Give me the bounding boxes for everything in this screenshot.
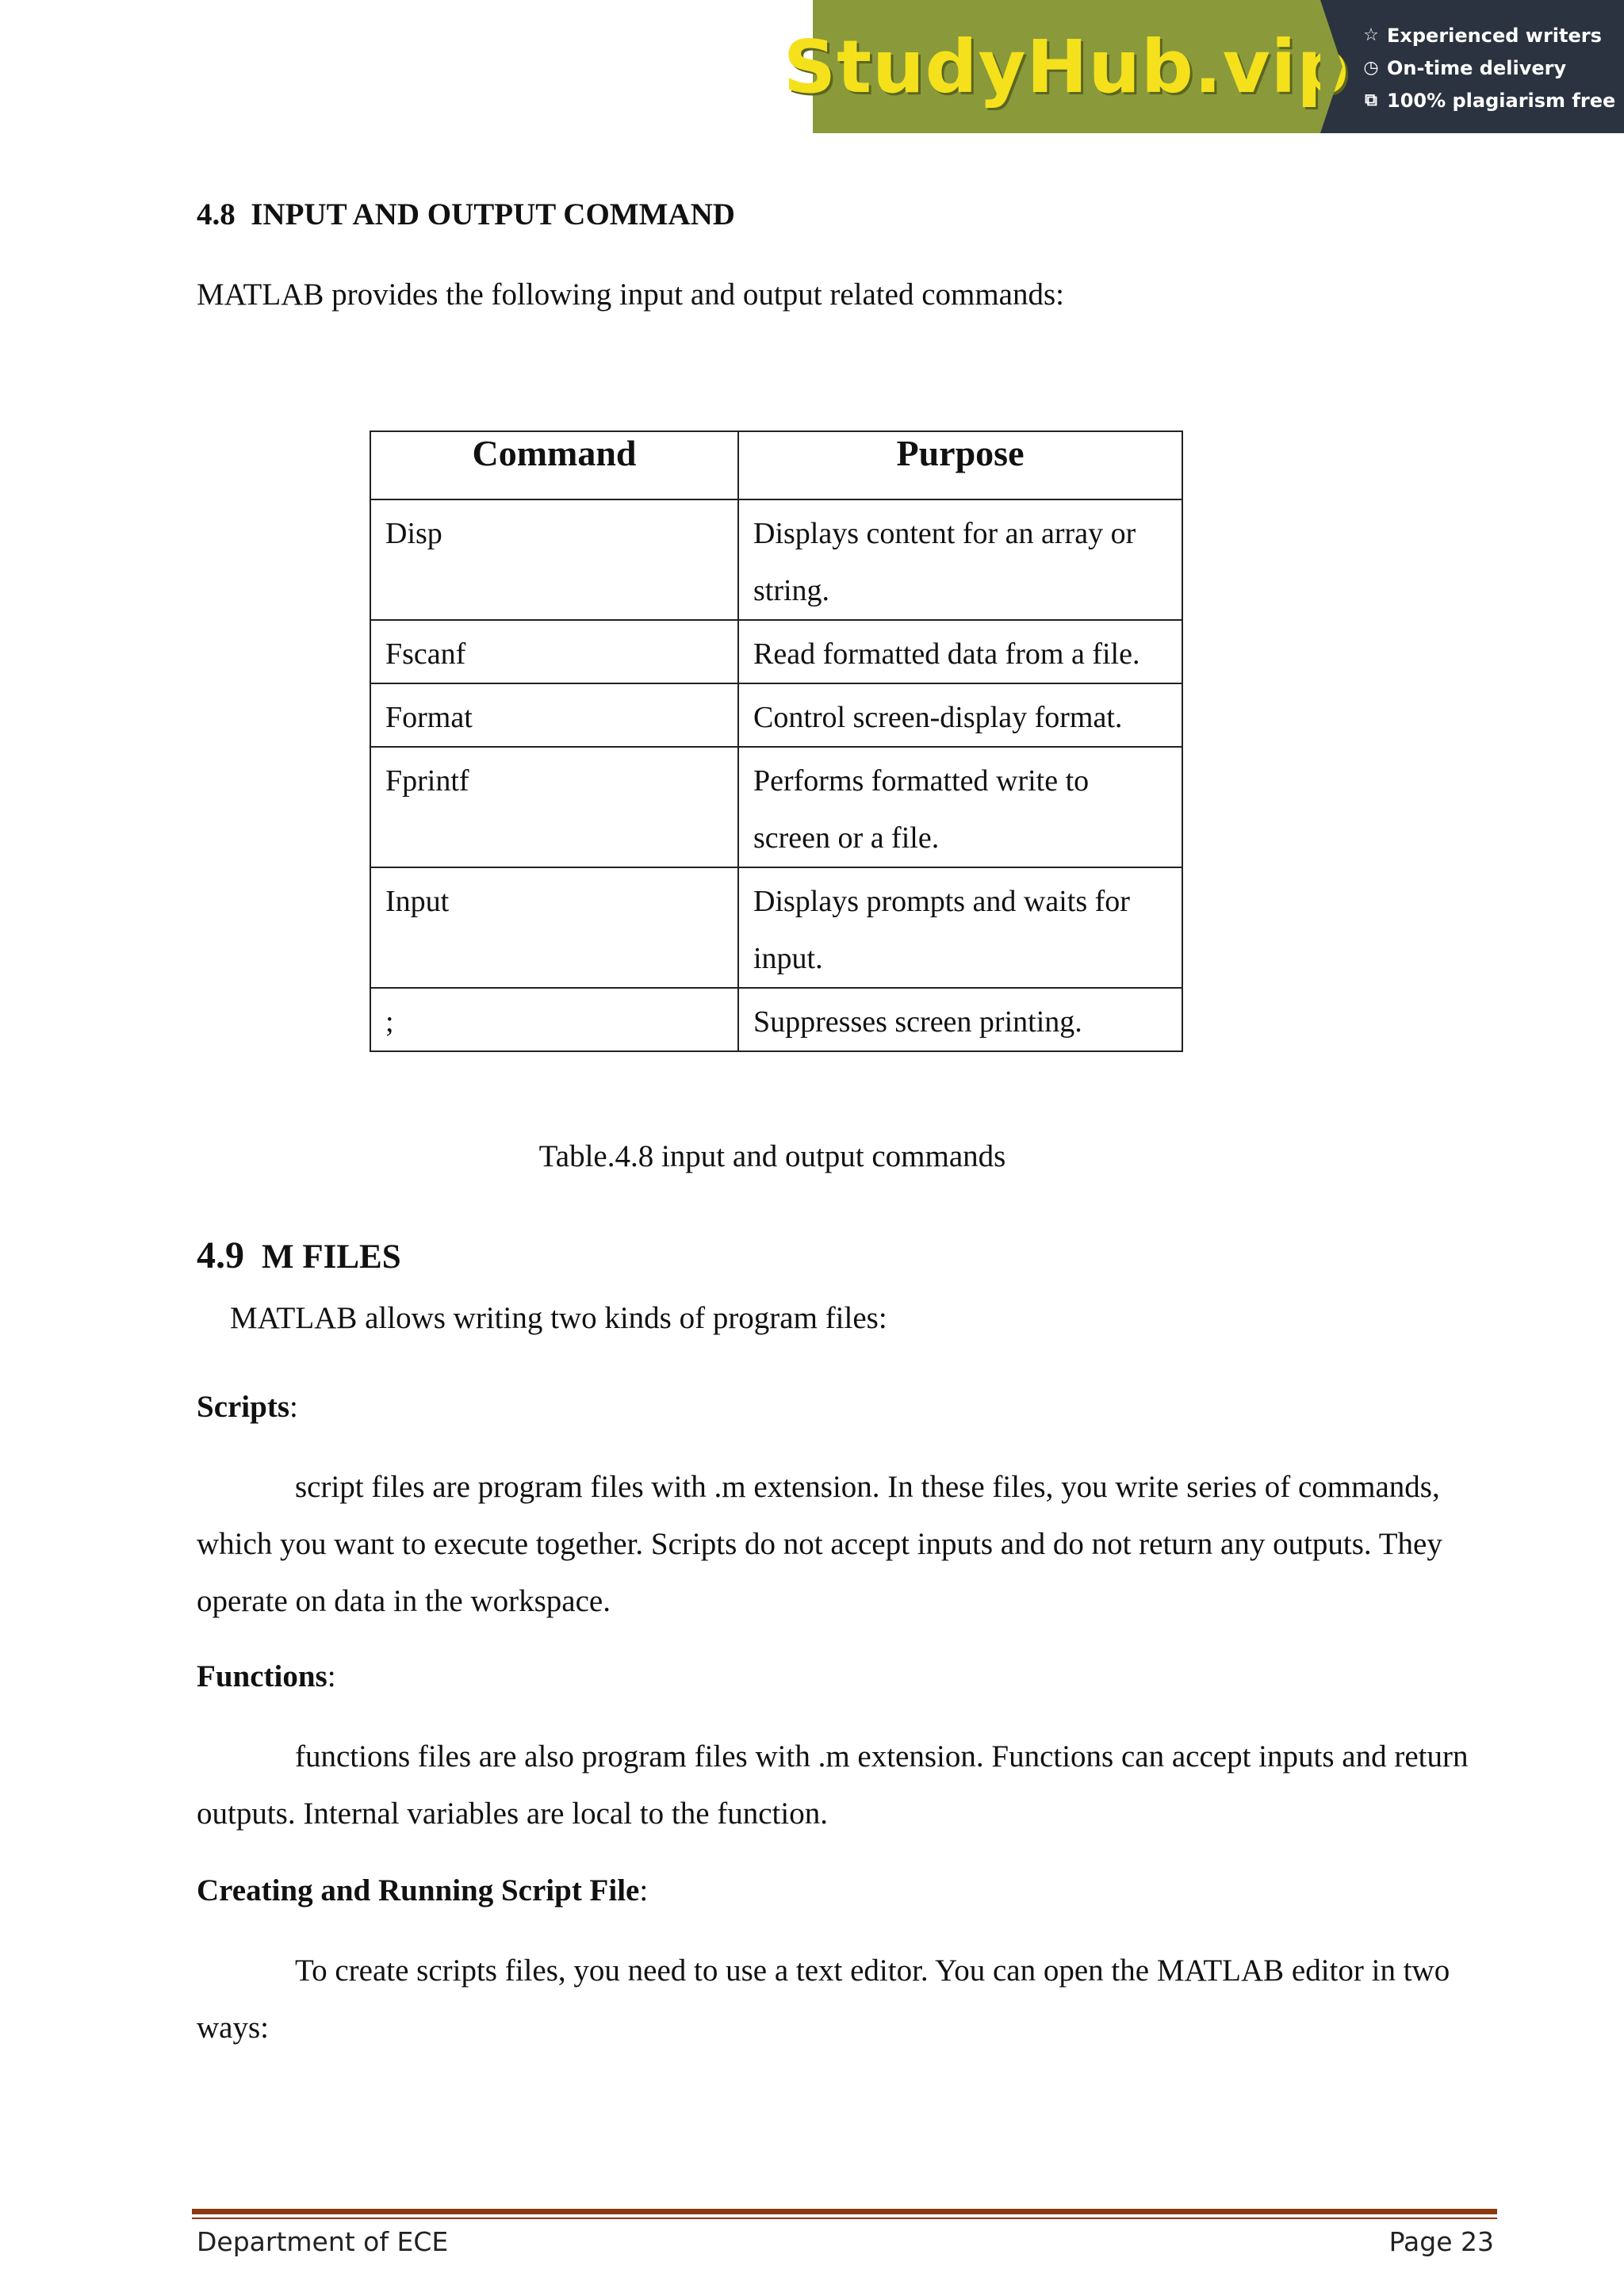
feature-item [1362,84,1624,117]
brand-logo: StudyHub.vip [783,24,1350,109]
star-icon: ☆ [1363,25,1379,45]
scripts-label-text: Scripts [197,1390,289,1424]
feature-text: Experienced writers [1387,24,1602,47]
command-cell: Fprintf [370,747,738,867]
command-cell: Format [370,683,738,747]
banner-arrow [1320,0,1342,133]
footer-page-number: Page 23 [1388,2226,1494,2257]
clock-icon: ◷ [1363,58,1379,78]
footer-rule-thin [192,2218,1497,2219]
copy-icon: ⧉ [1365,90,1377,110]
column-header-command: Command [370,431,738,499]
footer-department: Department of ECE [197,2226,449,2257]
table-row [370,747,1182,867]
section-title: M FILES [262,1238,401,1276]
functions-paragraph [197,1728,1497,1843]
purpose-cell: Control screen-display format. [738,683,1182,747]
column-header-purpose: Purpose [738,431,1182,499]
table-row [370,620,1182,683]
section-heading-4-8: 4.8 INPUT AND OUTPUT COMMAND [197,197,735,232]
purpose-cell: Read formatted data from a file. [738,620,1182,683]
functions-label: Functions: [197,1659,336,1693]
purpose-cell: Performs formatted write to screen or a file. [738,747,1182,867]
command-cell: Disp [370,499,738,620]
feature-text: 100% plagiarism free [1387,89,1616,112]
feature-item [1362,19,1624,52]
feature-list [1320,0,1624,133]
table-header-row [370,431,1182,499]
purpose-cell: Displays prompts and waits for input. [738,867,1182,988]
section-intro-4-9: MATLAB allows writing two kinds of program files: [230,1301,887,1335]
scripts-label: Scripts: [197,1390,298,1424]
commands-table [370,430,1183,1052]
creating-label: Creating and Running Script File: [197,1873,649,1908]
command-cell: ; [370,988,738,1051]
command-cell: Input [370,867,738,988]
table-row [370,683,1182,747]
functions-label-text: Functions [197,1659,327,1693]
section-intro-4-8: MATLAB provides the following input and output related commands: [197,277,1064,312]
feature-text: On-time delivery [1387,56,1567,79]
table-row [370,867,1182,988]
scripts-paragraph [197,1459,1497,1630]
feature-item [1362,52,1624,84]
section-number: 4.9 [197,1234,244,1276]
purpose-cell: Displays content for an array or string. [738,499,1182,620]
table-row [370,499,1182,620]
footer-rule [192,2209,1497,2214]
scripts-text: script files are program files with .m extension. In these files, you write series of commands, which you want to execute together. Scripts do not accept inputs and do not return any outputs. They operate on data in the workspace. [197,1470,1442,1618]
creating-label-text: Creating and Running Script File [197,1873,640,1908]
table-row [370,988,1182,1051]
command-cell: Fscanf [370,620,738,683]
studyhub-banner[interactable] [783,0,1624,133]
creating-text: To create scripts files, you need to use a text editor. You can open the MATLAB editor in two ways: [197,1954,1450,2045]
purpose-cell: Suppresses screen printing. [738,988,1182,1051]
functions-text: functions files are also program files with .m extension. Functions can accept inputs and return outputs. Internal variables are local to the function. [197,1739,1469,1831]
creating-paragraph [197,1942,1497,2057]
section-heading-4-9 [197,1234,401,1277]
brand-logo-box [783,0,1350,133]
table-caption: Table.4.8 input and output commands [538,1139,1006,1173]
